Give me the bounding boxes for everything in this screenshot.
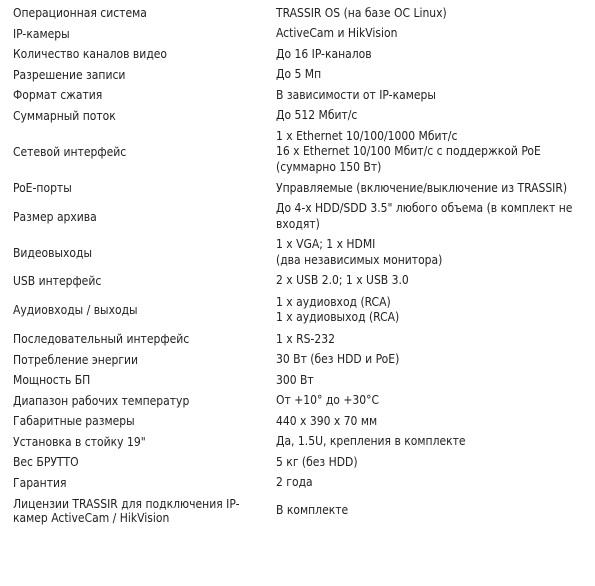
spec-value-line: До 16 IP-каналов: [276, 46, 372, 61]
spec-value: [276, 88, 576, 104]
spec-row: [0, 106, 595, 127]
spec-row: [0, 199, 595, 235]
spec-row: [0, 370, 595, 391]
spec-row: [0, 291, 595, 329]
spec-value-line: 2 x USB 2.0; 1 x USB 3.0: [276, 273, 409, 287]
spec-value: [276, 332, 576, 348]
spec-value: [276, 67, 576, 83]
spec-value-line: Управляемые (включение/выключение из TRASSIR): [276, 180, 568, 195]
spec-label: Количество каналов видео: [13, 47, 168, 62]
spec-label: Размер архива: [13, 209, 97, 224]
spec-value-line: 1 x RS-232: [276, 331, 335, 346]
spec-value: [276, 373, 576, 389]
spec-value: [276, 434, 576, 450]
spec-value-line: (суммарно 150 Вт): [276, 159, 382, 174]
spec-row: [0, 126, 595, 178]
spec-value: [276, 295, 576, 326]
spec-value-line: До 512 Мбит/с: [276, 108, 358, 122]
spec-value-line: 1 x аудиовыход (RCA): [276, 310, 400, 324]
spec-row: [0, 178, 595, 199]
spec-row: [0, 65, 595, 86]
spec-value: [276, 129, 576, 176]
spec-value: [276, 237, 576, 268]
spec-value: [276, 47, 576, 63]
spec-label: USB интерфейс: [13, 273, 102, 288]
spec-row: [0, 391, 595, 412]
spec-value-line: 1 x Ethernet 10/100/1000 Мбит/с: [276, 128, 458, 143]
spec-value: [276, 201, 576, 232]
spec-row: [0, 493, 595, 529]
spec-row: [0, 452, 595, 473]
spec-value: [276, 352, 576, 368]
spec-value: [276, 414, 576, 430]
spec-value-line: входят): [276, 216, 320, 231]
spec-value: [276, 6, 576, 22]
spec-row: [0, 24, 595, 45]
spec-row: [0, 473, 595, 494]
spec-value: [276, 475, 576, 491]
spec-label: PoE-порты: [13, 181, 72, 196]
spec-row: [0, 329, 595, 350]
spec-row: [0, 85, 595, 106]
spec-value-line: (два независимых монитора): [276, 252, 443, 267]
spec-row: [0, 411, 595, 432]
spec-label: Суммарный поток: [13, 108, 116, 123]
spec-table: [0, 3, 595, 529]
spec-value: [276, 108, 576, 124]
spec-label: Последовательный интерфейс: [13, 332, 190, 347]
spec-value-line: В зависимости от IP-камеры: [276, 87, 436, 102]
spec-label: Вес БРУТТО: [13, 455, 79, 470]
spec-label: Формат сжатия: [13, 88, 103, 103]
spec-row: [0, 350, 595, 371]
spec-value-line: От +10° до +30°С: [276, 393, 380, 407]
spec-value-line: 1 x VGA; 1 x HDMI: [276, 237, 376, 251]
spec-value: [276, 273, 576, 289]
spec-value-line: 300 Вт: [276, 372, 314, 387]
spec-label: Гарантия: [13, 475, 67, 490]
spec-label: Сетевой интерфейс: [13, 145, 127, 159]
spec-label: Установка в стойку 19": [13, 434, 146, 449]
spec-row: [0, 3, 595, 24]
spec-label: Лицензии TRASSIR для подключения IP-камер ActiveCam / HikVision: [13, 497, 240, 525]
spec-value-line: 5 кг (без HDD): [276, 454, 358, 469]
spec-label: IP-камеры: [13, 26, 70, 41]
spec-value-line: 440 x 390 x 70 мм: [276, 413, 378, 428]
spec-value: [276, 503, 576, 519]
spec-value-line: ActiveCam и HikVision: [276, 26, 398, 40]
spec-row: [0, 235, 595, 271]
spec-label: Видеовыходы: [13, 245, 93, 260]
spec-label: Аудиовходы / выходы: [13, 303, 138, 317]
spec-value-line: TRASSIR OS (на базе ОС Linux): [276, 5, 447, 20]
spec-value: [276, 181, 576, 197]
spec-value-line: В комплекте: [276, 503, 349, 518]
spec-value-line: 16 x Ethernet 10/100 Мбит/с с поддержкой PoE: [276, 144, 541, 159]
spec-row: [0, 271, 595, 292]
spec-value: [276, 393, 576, 409]
spec-label: Габаритные размеры: [13, 414, 135, 429]
spec-value: [276, 455, 576, 471]
spec-label: Мощность БП: [13, 373, 91, 388]
spec-label: Разрешение записи: [13, 67, 126, 82]
spec-label: Операционная система: [13, 6, 147, 21]
spec-value-line: До 5 Мп: [276, 67, 322, 81]
spec-value-line: 30 Вт (без HDD и PoE): [276, 352, 400, 366]
spec-value-line: 2 года: [276, 475, 313, 489]
spec-label: Потребление энергии: [13, 352, 139, 367]
spec-value: [276, 26, 576, 42]
spec-value-line: До 4-х HDD/SDD 3.5" любого объема (в комплект не: [276, 201, 573, 215]
spec-value-line: Да, 1.5U, крепления в комплекте: [276, 434, 466, 448]
spec-row: [0, 432, 595, 453]
spec-value-line: 1 x аудиовход (RCA): [276, 294, 391, 309]
spec-row: [0, 44, 595, 65]
spec-label: Диапазон рабочих температур: [13, 393, 190, 408]
